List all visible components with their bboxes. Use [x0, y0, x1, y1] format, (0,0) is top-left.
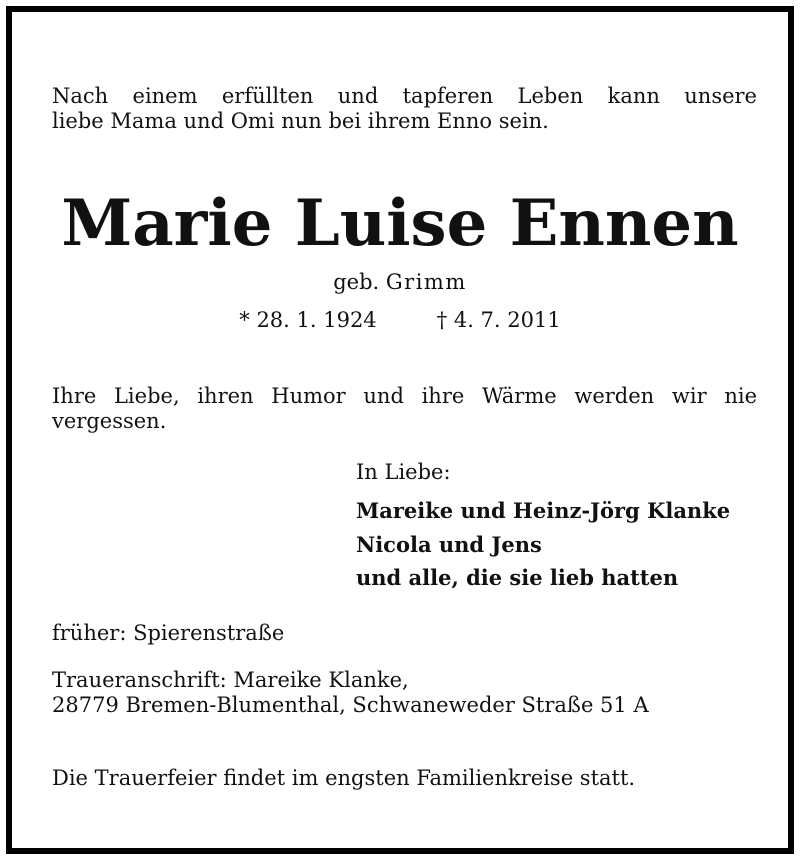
intro-text-line-1: Nach einem erfüllten und tapferen Leben kann unsere — [52, 84, 757, 108]
deceased-name: Marie Luise Ennen — [61, 186, 739, 261]
life-dates — [12, 308, 788, 333]
birth-date: * 28. 1. 1924 — [239, 308, 377, 332]
signature-name: Nicola und Jens — [356, 532, 542, 557]
obituary-notice — [6, 6, 794, 854]
signature-name: und alle, die sie lieb hatten — [356, 565, 679, 590]
mourning-address-line-1: Traueranschrift: Mareike Klanke, — [52, 668, 409, 692]
intro-text-line-2: liebe Mama und Omi nun bei ihrem Enno sein. — [52, 109, 549, 133]
memory-text-line-1: Ihre Liebe, ihren Humor und ihre Wärme werden wir nie — [52, 384, 757, 408]
former-address: früher: Spierenstraße — [52, 621, 285, 645]
signature-intro: In Liebe: — [356, 460, 451, 484]
memory-text-line-2: vergessen. — [52, 409, 167, 433]
funeral-note: Die Trauerfeier findet im engsten Familienkreise statt. — [52, 766, 636, 790]
maiden-name-line — [12, 270, 788, 295]
mourning-address-line-2: 28779 Bremen-Blumenthal, Schwaneweder Straße 51 A — [52, 693, 649, 717]
maiden-prefix: geb. — [333, 270, 380, 294]
death-date: † 4. 7. 2011 — [436, 308, 561, 332]
signature-name: Mareike und Heinz-Jörg Klanke — [356, 498, 731, 523]
maiden-name: Grimm — [385, 270, 467, 294]
